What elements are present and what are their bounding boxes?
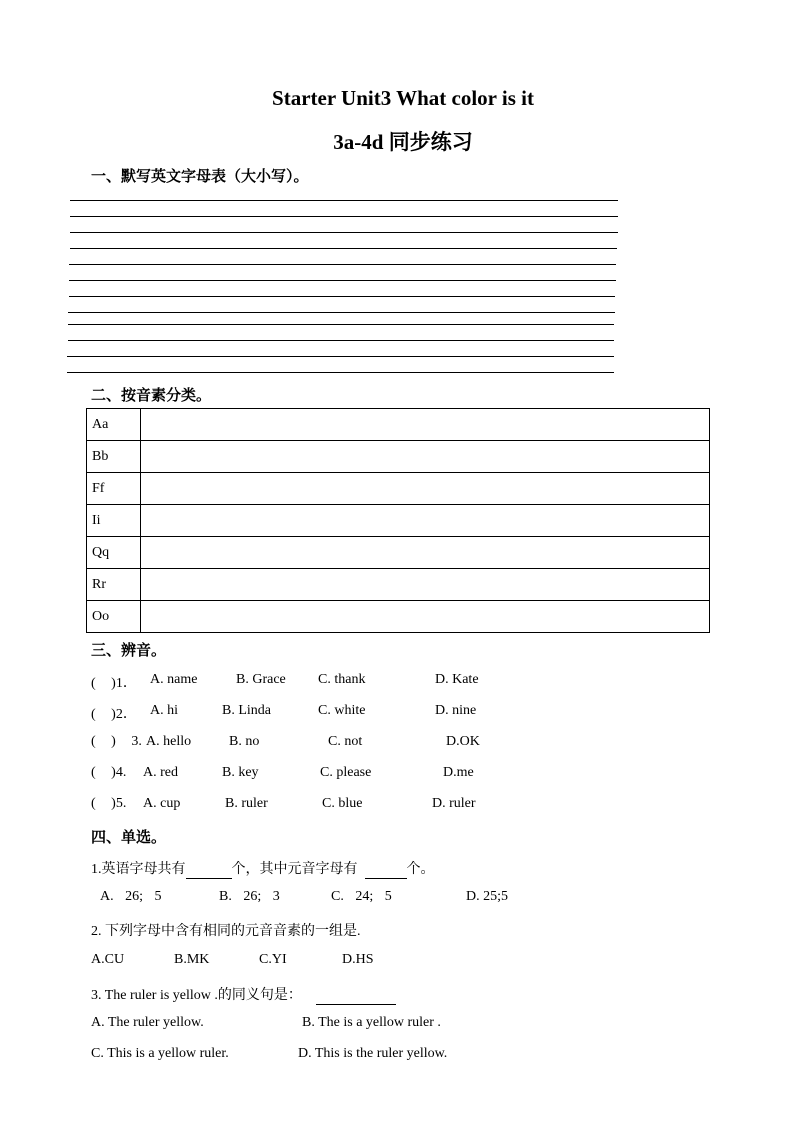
option-d: D. Kate <box>435 672 479 687</box>
answer-blank[interactable] <box>316 988 396 1005</box>
option-a: A.CU <box>91 952 125 967</box>
answer-cell[interactable] <box>141 537 710 569</box>
writing-line <box>67 372 614 373</box>
option-d: D.OK <box>446 734 480 749</box>
option-d: D. This is the ruler yellow. <box>298 1046 448 1061</box>
question-stem: 1.英语字母共有 <box>91 862 186 877</box>
section3-heading: 三、辨音。 <box>91 643 167 659</box>
question-stem: 个。 <box>406 862 435 877</box>
writing-line <box>68 312 615 313</box>
option-b: B. The is a yellow ruler . <box>302 1015 441 1030</box>
row-label: Aa <box>87 409 141 441</box>
writing-line <box>70 200 618 201</box>
option-c: C.YI <box>259 952 287 967</box>
writing-line <box>68 340 614 341</box>
question-number: ( )5. <box>91 796 127 811</box>
table-row <box>87 473 710 505</box>
writing-line <box>69 296 615 297</box>
option-d: D.me <box>443 765 474 780</box>
option-b: B. no <box>229 734 260 749</box>
option-c: C. please <box>320 765 372 780</box>
section2-heading: 二、按音素分类。 <box>91 388 212 404</box>
table-row <box>87 601 710 633</box>
option-d: D. ruler <box>432 796 476 811</box>
writing-line <box>70 248 617 249</box>
phoneme-table <box>86 408 710 633</box>
row-label: Ii <box>87 505 141 537</box>
option-a: A. 26; 5 <box>100 889 162 904</box>
option-d: D. 25;5 <box>466 889 508 904</box>
answer-cell[interactable] <box>141 473 710 505</box>
section4-heading: 四、单选。 <box>91 830 167 846</box>
question-number: ( )4. <box>91 765 127 780</box>
mc-question-2: 2. 下列字母中含有相同的元音音素的一组是. <box>91 924 361 939</box>
page-subtitle: 3a-4d 同步练习 <box>333 130 473 154</box>
table-row <box>87 569 710 601</box>
row-label: Ff <box>87 473 141 505</box>
option-c: C. This is a yellow ruler. <box>91 1046 229 1061</box>
option-a: A. hi <box>150 703 178 718</box>
writing-line <box>69 264 616 265</box>
mc-question-3 <box>91 984 396 1005</box>
option-b: B. Linda <box>222 703 271 718</box>
option-c: C. thank <box>318 672 366 687</box>
option-d: D.HS <box>342 952 374 967</box>
option-b: B. ruler <box>225 796 268 811</box>
writing-line <box>69 280 616 281</box>
option-d: D. nine <box>435 703 477 718</box>
table-row <box>87 409 710 441</box>
option-b: B. Grace <box>236 672 286 687</box>
answer-cell[interactable] <box>141 441 710 473</box>
option-b: B. 26; 3 <box>219 889 280 904</box>
row-label: Qq <box>87 537 141 569</box>
answer-blank[interactable] <box>365 862 407 879</box>
row-label: Rr <box>87 569 141 601</box>
writing-line <box>70 232 618 233</box>
table-row <box>87 441 710 473</box>
answer-blank[interactable] <box>186 862 232 879</box>
writing-line <box>70 216 618 217</box>
answer-cell[interactable] <box>141 601 710 633</box>
option-c: C. white <box>318 703 366 718</box>
option-b: B. key <box>222 765 259 780</box>
writing-line <box>67 356 614 357</box>
row-label: Bb <box>87 441 141 473</box>
section1-heading: 一、默写英文字母表（大小写）。 <box>91 169 309 185</box>
option-c: C. not <box>328 734 363 749</box>
option-a: A. cup <box>143 796 181 811</box>
question-stem: 个，其中元音字母有 <box>231 862 358 877</box>
answer-cell[interactable] <box>141 569 710 601</box>
mc-question-1 <box>91 858 435 879</box>
option-a: A. The ruler yellow. <box>91 1015 204 1030</box>
answer-cell[interactable] <box>141 409 710 441</box>
option-a: A. hello <box>146 734 192 749</box>
option-a: A. name <box>150 672 198 687</box>
question-number: ( )2． <box>91 707 137 722</box>
table-row <box>87 505 710 537</box>
option-c: C. 24; 5 <box>331 889 392 904</box>
page-title: Starter Unit3 What color is it <box>272 86 534 110</box>
table-row <box>87 537 710 569</box>
answer-cell[interactable] <box>141 505 710 537</box>
question-stem: 3. The ruler is yellow .的同义句是： <box>91 988 302 1003</box>
option-b: B.MK <box>174 952 210 967</box>
writing-line <box>68 324 614 325</box>
row-label: Oo <box>87 601 141 633</box>
question-number: ( )1． <box>91 676 137 691</box>
option-c: C. blue <box>322 796 363 811</box>
option-a: A. red <box>143 765 178 780</box>
question-number: ( ) 3. <box>91 734 142 749</box>
